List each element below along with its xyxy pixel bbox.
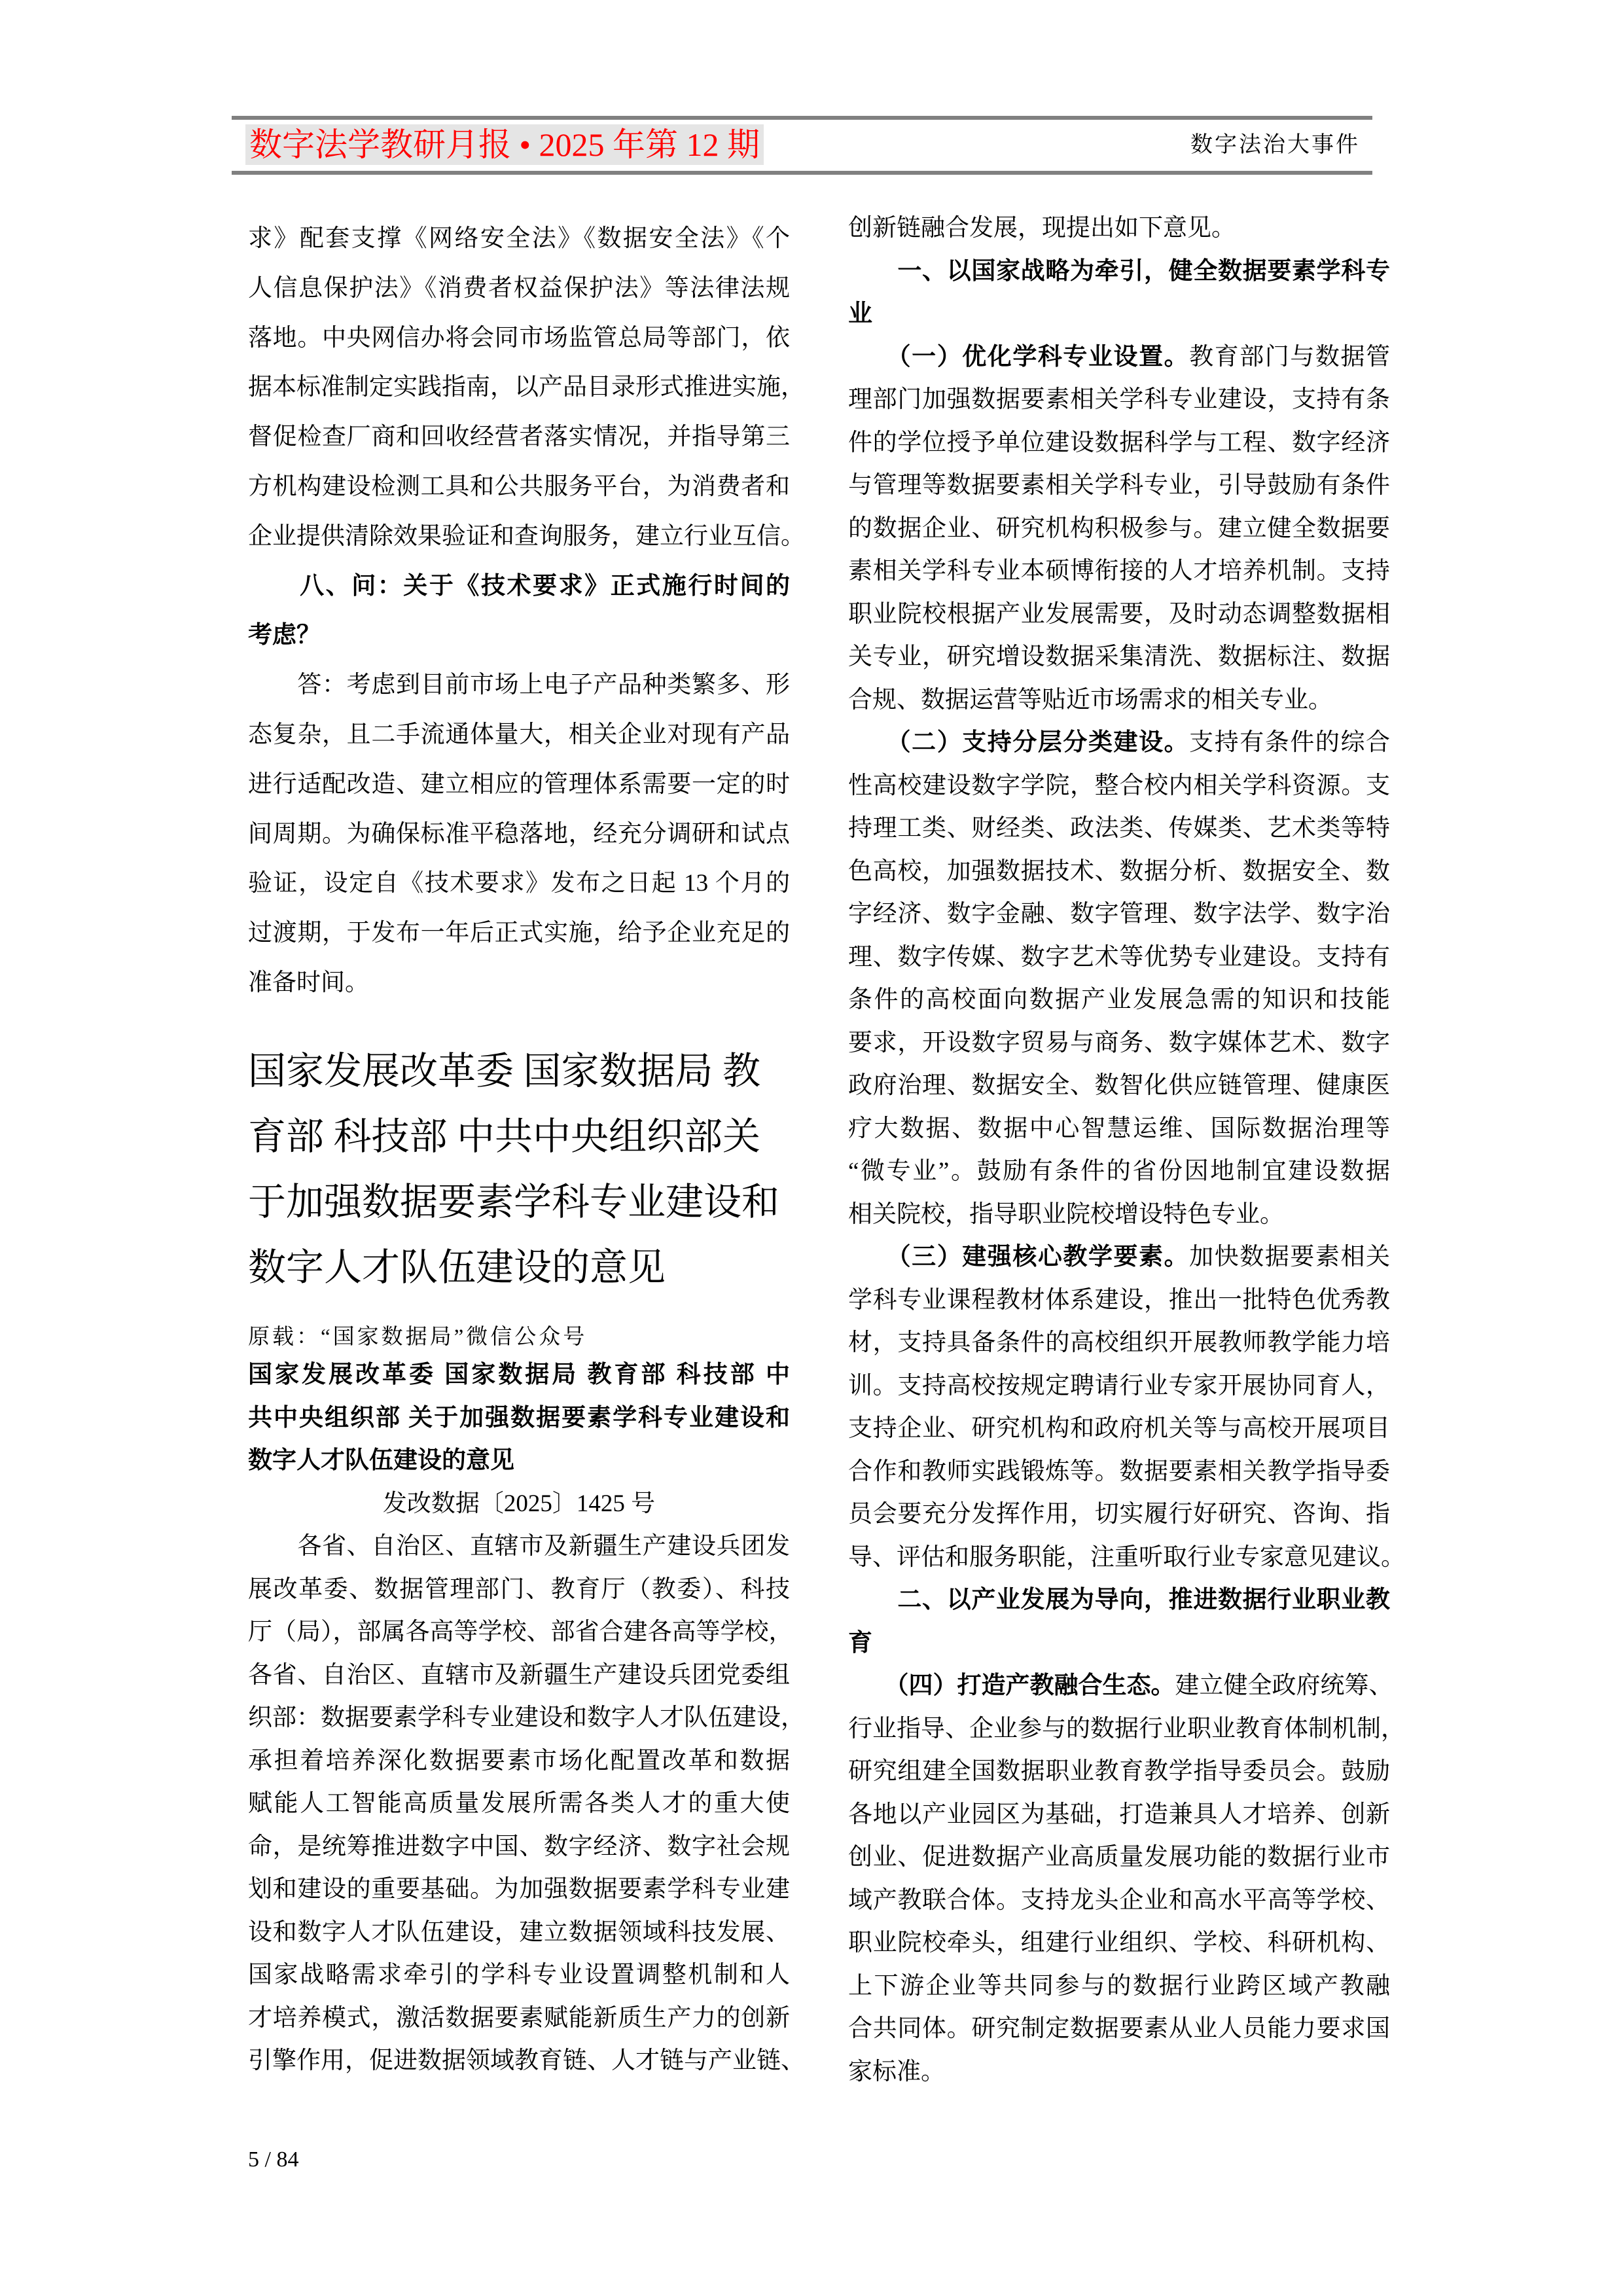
body-text: 准备时间。 (248, 969, 369, 996)
body-text: 间周期。为确保标准平稳落地，经充分调研和试点 (248, 820, 790, 848)
body-text: 验证，设定自《技术要求》发布之日起 13 个月的 (248, 870, 790, 897)
text-line (848, 1107, 1390, 1151)
body-text: 条件的高校面向数据产业发展急需的知识和技能 (848, 986, 1390, 1013)
body-text: 织部：数据要素学科专业建设和数字人才队伍建设， (248, 1704, 805, 1731)
body-text: 素相关学科专业本硕博衔接的人才培养机制。支持 (848, 558, 1390, 584)
text-line (248, 1354, 790, 1397)
text-line (848, 1965, 1390, 2008)
body-text: 支持有条件的综合 (1189, 729, 1391, 756)
text-line (248, 1611, 793, 1654)
text-line (848, 1279, 1390, 1322)
bold-text: 共中央组织部 关于加强数据要素学科专业建设和 (248, 1404, 790, 1431)
text-line (248, 1568, 790, 1611)
body-text: 合共同体。研究制定数据要素从业人员能力要求国 (848, 2015, 1390, 2042)
text-line (248, 1740, 790, 1783)
left-column-body-text (248, 1354, 805, 2083)
text-line (848, 336, 1390, 379)
body-text: 引擎作用，促进数据领域教育链、人才链与产业链、 (248, 2047, 805, 2074)
bold-text: 二、以产业发展为导向，推进数据行业职业教 (848, 1587, 1390, 1613)
text-line (848, 2051, 1390, 2094)
bold-text: 育 (848, 1629, 872, 1657)
text-line (848, 764, 1390, 808)
text-line (248, 1439, 790, 1482)
text-line (848, 1493, 1390, 1536)
body-text: 过渡期，于发布一年后正式实施，给予企业充足的 (248, 920, 790, 947)
article-title-line: 于加强数据要素学科专业建设和 (248, 1181, 780, 1223)
text-line (848, 1622, 1390, 1665)
article-source: 原载：“国家数据局”微信公众号 (248, 1325, 588, 1349)
text-line (848, 1664, 1393, 1708)
text-line (248, 1997, 790, 2040)
text-line (848, 1793, 1390, 1837)
body-text: 进行适配改造、建立相应的管理体系需要一定的时 (248, 770, 790, 798)
text-line (848, 1407, 1390, 1450)
body-text: 各地以产业园区为基础，打造兼具人才培养、创新 (848, 1801, 1390, 1828)
body-text: 方机构建设检测工具和公共服务平台，为消费者和 (248, 473, 790, 500)
body-text: 创业、促进数据产业高质量发展功能的数据行业市 (848, 1844, 1390, 1871)
body-text: 厅（局），部属各高等学校、部省合建各高等学校， (248, 1619, 793, 1645)
text-line (248, 1911, 790, 1954)
text-line (848, 1836, 1390, 1879)
text-line (848, 2007, 1390, 2051)
body-text: 要求，开设数字贸易与商务、数字媒体艺术、数字 (848, 1029, 1390, 1056)
body-text: 理部门加强数据要素相关学科专业建设，支持有条 (848, 386, 1390, 413)
body-text: 建立健全政府统筹、 (1175, 1672, 1393, 1699)
text-line (848, 936, 1390, 979)
bold-text: （二）支持分层分类建设。 (848, 729, 1190, 756)
publication-title: 数字法学教研月报 • 2025 年第 12 期 (245, 124, 764, 165)
text-line (248, 710, 790, 760)
text-line (248, 908, 790, 958)
body-text: 政府治理、数据安全、数智化供应链管理、健康医 (848, 1072, 1390, 1099)
text-line (848, 807, 1390, 850)
body-text: 训。支持高校按规定聘请行业专家开展协同育人， (848, 1372, 1390, 1399)
text-line (248, 1825, 790, 1869)
text-line (848, 1708, 1405, 1751)
text-line (848, 207, 1390, 250)
bold-text: （一）优化学科专业设置。 (848, 343, 1190, 370)
section-name: 数字法治大事件 (1190, 133, 1360, 157)
text-line (248, 462, 790, 512)
body-text: 命，是统筹推进数字中国、数字经济、数字社会规 (248, 1833, 790, 1860)
page-number: 5 / 84 (248, 2147, 299, 2172)
body-text: 理、数字传媒、数字艺术等优势专业建设。支持有 (848, 943, 1390, 971)
text-line (848, 1536, 1405, 1579)
body-text: 行业指导、企业参与的数据行业职业教育体制机制， (848, 1715, 1405, 1742)
text-line (248, 1654, 790, 1697)
text-line (248, 1954, 790, 1997)
body-text: 设和数字人才队伍建设，建立数据领域科技发展、 (248, 1918, 790, 1946)
body-text: 划和建设的重要基础。为加强数据要素学科专业建 (248, 1876, 790, 1903)
body-text: 合作和教师实践锻炼等。数据要素相关教学指导委 (848, 1458, 1390, 1485)
body-text: 疗大数据、数据中心智慧运维、国际数据治理等 (848, 1115, 1390, 1142)
body-text: 创新链融合发展，现提出如下意见。 (848, 215, 1236, 242)
text-line (248, 363, 805, 412)
body-text: 企业提供清除效果验证和查询服务，建立行业互信。 (248, 522, 805, 550)
body-text: 各省、自治区、直辖市及新疆生产建设兵团发 (248, 1533, 790, 1560)
text-line (848, 850, 1390, 893)
body-text: 色高校，加强数据技术、数据分析、数据安全、数 (848, 857, 1390, 885)
article-title (248, 1039, 791, 1300)
text-line (248, 1397, 790, 1440)
text-line (248, 1525, 790, 1568)
text-line (248, 1696, 805, 1740)
text-line (848, 1236, 1390, 1279)
left-column-top-text (248, 214, 805, 1008)
bold-text: 八、问：关于《技术要求》正式施行时间的 (248, 572, 790, 600)
bold-text: 数字人才队伍建设的意见 (248, 1447, 514, 1474)
right-column-text (848, 207, 1405, 2093)
article-title-line: 国家发展改革委 国家数据局 教 (248, 1050, 761, 1092)
body-text: 家标准。 (848, 2058, 945, 2085)
text-line (848, 636, 1390, 679)
body-text: 求》配套支撑《网络安全法》《数据安全法》《个 (248, 225, 790, 252)
body-text: 加快数据要素相关 (1189, 1244, 1391, 1270)
header-top-rule (232, 116, 1372, 120)
body-text: 态复杂，且二手流通体量大，相关企业对现有产品 (248, 721, 790, 748)
body-text: 据本标准制定实践指南，以产品目录形式推进实施， (248, 374, 805, 401)
header-bottom-rule (232, 171, 1372, 175)
text-line (248, 1782, 790, 1825)
text-line (848, 679, 1390, 722)
text-line (848, 293, 1390, 336)
text-line (248, 958, 790, 1008)
bold-text: 考虑？ (248, 622, 321, 649)
body-text: 落地。中央网信办将会同市场监管总局等部门，依 (248, 324, 790, 351)
body-text: 员会要充分发挥作用，切实履行好研究、咨询、指 (848, 1501, 1390, 1528)
text-line (848, 507, 1390, 550)
text-line (848, 1193, 1390, 1236)
body-text: 相关院校，指导职业院校增设特色专业。 (848, 1200, 1284, 1228)
body-text: 件的学位授予单位建设数据科学与工程、数字经济 (848, 429, 1390, 456)
text-line (848, 1879, 1390, 1922)
text-line (248, 264, 790, 314)
body-text: 上下游企业等共同参与的数据行业跨区域产教融 (848, 1972, 1390, 2000)
text-line (848, 378, 1390, 422)
text-line (248, 562, 790, 611)
body-text: 职业院校根据产业发展需要，及时动态调整数据相 (848, 600, 1390, 628)
text-line (848, 1022, 1390, 1065)
text-line (248, 1868, 790, 1911)
body-text: 赋能人工智能高质量发展所需各类人才的重大使 (248, 1790, 790, 1817)
body-text: 材，支持具备条件的高校组织开展教师教学能力培 (848, 1329, 1390, 1356)
text-line (248, 810, 790, 859)
text-line (248, 314, 790, 363)
body-text: 字经济、数字金融、数字管理、数字法学、数字治 (848, 901, 1390, 927)
bold-text: 业 (848, 300, 872, 327)
bold-text: （三）建强核心教学要素。 (848, 1244, 1190, 1270)
body-text: 督促检查厂商和回收经营者落实情况，并指导第三 (248, 423, 790, 451)
body-text: 人信息保护法》《消费者权益保护法》等法律法规 (248, 274, 790, 302)
bold-text: 国家发展改革委 国家数据局 教育部 科技部 中 (248, 1361, 790, 1388)
text-line (848, 1150, 1390, 1193)
text-line (248, 214, 790, 264)
body-text: 学科专业课程教材体系建设，推出一批特色优秀教 (848, 1286, 1390, 1314)
body-text: 展改革委、数据管理部门、教育厅（教委）、科技 (248, 1575, 790, 1603)
text-line (248, 760, 790, 810)
text-line (848, 1922, 1390, 1965)
text-line (848, 593, 1390, 636)
body-text: 各省、自治区、直辖市及新疆生产建设兵团党委组 (248, 1661, 790, 1689)
article-title-line: 数字人才队伍建设的意见 (248, 1246, 666, 1289)
article-title-line: 育部 科技部 中共中央组织部关 (248, 1115, 761, 1158)
body-text: 答：考虑到目前市场上电子产品种类繁多、形 (248, 672, 790, 699)
text-line (848, 978, 1390, 1022)
body-text: 的数据企业、研究机构积极参与。建立健全数据要 (848, 514, 1390, 542)
text-line (248, 412, 790, 462)
body-text: 与管理等数据要素相关学科专业，引导鼓励有条件 (848, 472, 1390, 499)
bold-text: 一、以国家战略为牵引，健全数据要素学科专 (848, 257, 1390, 285)
text-line (848, 1064, 1390, 1107)
bold-text: （四）打造产教融合生态。 (848, 1672, 1175, 1699)
text-line (848, 721, 1390, 764)
body-text: 支持企业、研究机构和政府机关等与高校开展项目 (848, 1415, 1390, 1442)
body-text: 性高校建设数字学院，整合校内相关学科资源。支 (848, 772, 1390, 799)
text-line (848, 1321, 1390, 1365)
body-text: 教育部门与数据管 (1189, 343, 1391, 370)
body-text: 持理工类、财经类、政法类、传媒类、艺术类等特 (848, 815, 1390, 842)
body-text: 职业院校牵头，组建行业组织、学校、科研机构、 (848, 1929, 1390, 1956)
text-line (248, 512, 805, 562)
text-line (848, 464, 1390, 507)
text-line (848, 422, 1390, 465)
body-text: 发改数据〔2025〕1425 号 (382, 1490, 656, 1517)
body-text: 国家战略需求牵引的学科专业设置调整机制和人 (248, 1962, 790, 1988)
text-line (248, 1482, 790, 1526)
body-text: 关专业，研究增设数据采集清洗、数据标注、数据 (848, 643, 1390, 670)
body-text: 导、评估和服务职能，注重听取行业专家意见建议。 (848, 1543, 1405, 1571)
text-line (848, 893, 1390, 936)
text-line (848, 550, 1390, 593)
body-text: 研究组建全国数据职业教育教学指导委员会。鼓励 (848, 1758, 1390, 1785)
body-text: 合规、数据运营等贴近市场需求的相关专业。 (848, 686, 1332, 713)
text-line (248, 2039, 805, 2083)
text-line (848, 1450, 1390, 1494)
body-text: 域产教联合体。支持龙头企业和高水平高等学校、 (848, 1886, 1390, 1914)
body-text: “微专业”。鼓励有条件的省份因地制宜建设数据 (848, 1158, 1390, 1185)
text-line (848, 1750, 1390, 1793)
text-line (848, 1579, 1390, 1622)
text-line (848, 250, 1390, 293)
body-text: 才培养模式，激活数据要素赋能新质生产力的创新 (248, 2004, 790, 2032)
text-line (248, 611, 790, 660)
body-text: 承担着培养深化数据要素市场化配置改革和数据 (248, 1747, 790, 1774)
text-line (848, 1365, 1390, 1408)
text-line (248, 660, 790, 710)
text-line (248, 859, 790, 908)
